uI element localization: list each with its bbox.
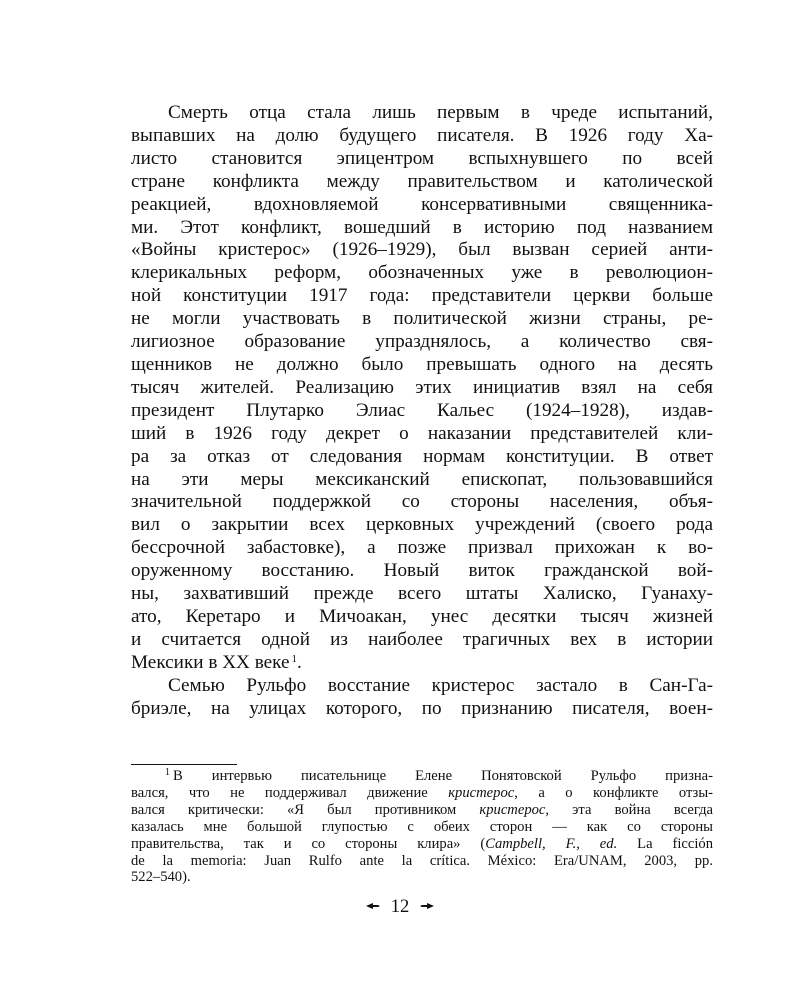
text-line: клерикальных реформ, обозначенных уже в революцион- [131,262,713,284]
text-line: бессрочной забастовке), а позже призвал прихожан к во- [131,537,713,559]
footnote-line: 522–540). [131,869,191,886]
text-line: листо становится эпицентром вспыхнувшего по всей [131,147,713,169]
footnote-line [131,768,713,785]
right-ornament-icon [414,901,434,911]
text-line: Смерть отца стала лишь первым в чреде испытаний, [168,102,713,123]
footnote-line: правительства, так и со стороны клира» (Campbell, F., ed. La ficción [131,835,713,852]
text-line: ший в 1926 году декрет о наказании представителей кли- [131,422,713,444]
text-line: ми. Этот конфликт, вошедший в историю под названием [131,216,713,238]
paragraph-2 [131,675,713,721]
footnote-divider [131,764,237,765]
text-line: стране конфликта между правительством и католической [131,170,713,192]
text-line: ато, Керетаро и Мичоакан, унес десятки тысяч жизней [131,605,713,627]
footnote-line: de la memoria: Juan Rulfo ante la crítica. México: Era/UNAM, 2003, pp. [131,852,713,869]
footnote-marker: 1 [165,767,170,778]
text-line: тысяч жителей. Реализацию этих инициатив взял на себя [131,376,713,398]
text-line: на эти меры мексиканский епископат, пользовавшийся [131,468,713,490]
text-line: лигиозное образование упразднялось, а количество свя- [131,331,713,353]
footnote [131,768,713,886]
text-line: президент Плутарко Элиас Кальес (1924–1928), издав- [131,399,713,421]
page-number-value: 12 [390,897,410,917]
text-line: и считается одной из наиболее трагичных вех в истории [131,628,713,650]
text-line: Мексики в XX веке $^1$. [131,651,302,673]
text-line: значительной поддержкой со стороны населения, объя- [131,491,713,513]
paragraph-1 [131,102,713,675]
footnote-reference[interactable]: 1 [291,652,298,665]
text-line-content: Мексики в XX веке [131,651,290,673]
text-line: «Войны кристерос» (1926–1929), был вызван серией анти- [131,239,713,261]
text-line: ны, захвативший прежде всего штаты Халиско, Гуанаху- [131,583,713,605]
text-line: вил о закрытии всех церковных учреждений (своего рода [131,514,713,536]
text-line: щенников не должно было превышать одного на десять [131,353,713,375]
text-line: Семью Рульфо восстание кристерос застало в Сан-Га- [168,674,713,696]
text-line: ной конституции 1917 года: представители церкви больше [131,285,713,307]
page-number [0,896,800,918]
body-text [131,102,713,720]
footnote-line: вался, что не поддерживал движение кристерос, а о конфликте отзы- [131,784,713,801]
text-line: ра за отказ от следования нормам конституции. В ответ [131,445,713,467]
text-line: не могли участвовать в политической жизни страны, ре- [131,308,713,330]
footnote-line-text: В интервью писательнице Елене Понятовской Рульфо призна- [173,768,713,784]
text-line: оруженному восстанию. Новый виток гражданской вой- [131,560,713,582]
text-line: выпавших на долю будущего писателя. В 1926 году Ха- [131,124,713,146]
footnote-line: казалась мне большой глупостью с обеих сторон — как со стороны [131,818,713,835]
left-ornament-icon [366,901,386,911]
footnote-line: вался критически: «Я был противником кристерос, эта война всегда [131,801,713,818]
text-line: реакцией, вдохновляемой консервативными священника- [131,193,713,215]
text-line: бриэле, на улицах которого, по признанию писателя, воен- [131,697,713,719]
